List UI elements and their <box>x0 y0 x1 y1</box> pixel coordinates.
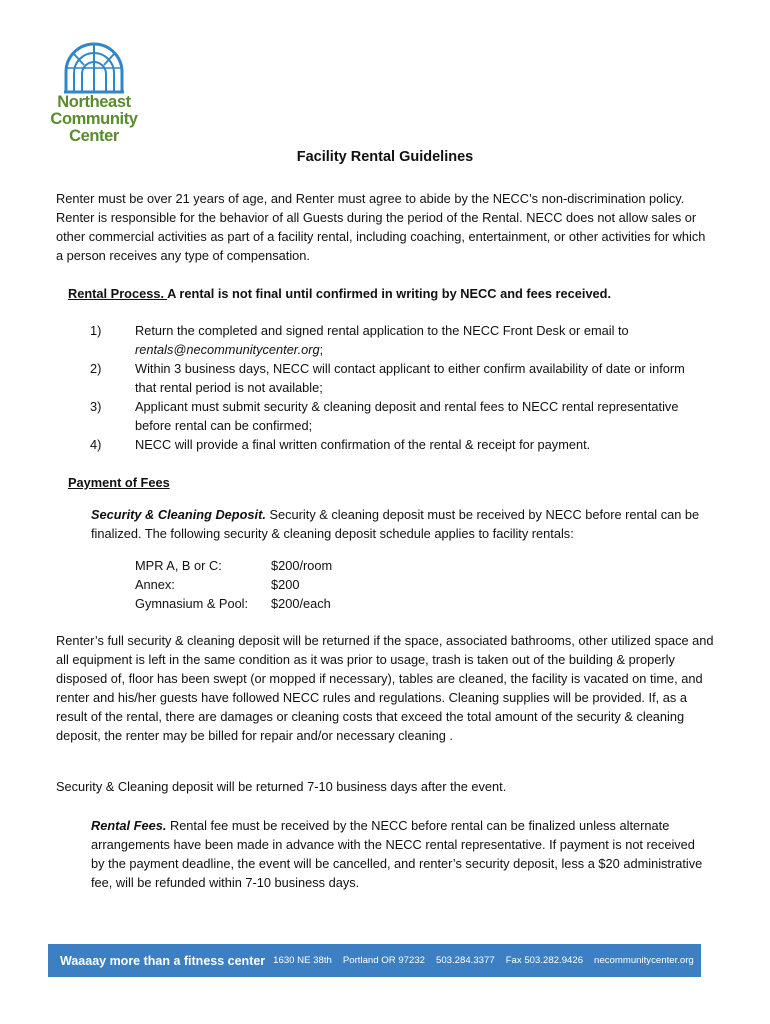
schedule-value: $200 <box>271 577 300 592</box>
schedule-value: $200/each <box>271 596 331 611</box>
logo <box>44 42 144 150</box>
footer-address: 1630 NE 38th <box>273 955 332 966</box>
schedule-value: $200/room <box>271 558 333 573</box>
step-number: 3) <box>90 399 102 414</box>
schedule-label: MPR A, B or C: <box>135 558 222 573</box>
logo-line-3: Center <box>69 127 119 145</box>
step-text: Applicant must submit security & cleaning deposit and rental fees to NECC rental representative before rental can be confirmed; <box>135 399 679 433</box>
intro-paragraph: Renter must be over 21 years of age, and Renter must agree to abide by the NECC’s non-discrimination policy. Renter is responsible for the behavior of all Guests during the period of the Rental. NECC does not allow sales or other commercial activities as part of a facility rental, including coaching, entertainment, or other activities for which a person receives any type of compensation. <box>56 191 706 263</box>
step-number: 2) <box>90 361 102 376</box>
list-item <box>90 435 700 454</box>
rental-fees-title: Rental Fees. <box>91 818 167 833</box>
step-number: 1) <box>90 323 102 338</box>
return-time-paragraph: Security & Cleaning deposit will be returned 7-10 business days after the event. <box>56 779 507 794</box>
footer-fax: Fax 503.282.9426 <box>505 955 584 966</box>
step-number: 4) <box>90 437 102 452</box>
list-item <box>90 359 700 397</box>
footer-phone: 503.284.3377 <box>436 955 495 966</box>
rental-fees-text: Rental fee must be received by the NECC before rental can be finalized unless alternate arrangements have been made in advance with the NECC rental representative. If payment is not received by the payment deadline, the event will be cancelled, and renter’s security deposit, less a $20 administrative fee, will be refunded within 7-10 business days. <box>91 818 703 890</box>
list-item <box>90 397 700 435</box>
rental-process-text: A rental is not final until confirmed in writing by NECC and fees received. <box>167 286 612 301</box>
rental-steps-list <box>90 321 700 454</box>
schedule-label: Gymnasium & Pool: <box>135 596 249 611</box>
security-deposit-title: Security & Cleaning Deposit. <box>91 507 266 522</box>
footer-bar <box>48 944 701 977</box>
footer-tagline: Waaaay more than a fitness center <box>60 953 266 968</box>
table-row <box>135 575 332 594</box>
footer-city: Portland OR 97232 <box>342 955 425 966</box>
security-deposit-paragraph <box>91 505 711 543</box>
list-item <box>90 321 700 359</box>
logo-line-1: Northeast <box>57 93 131 111</box>
step-text: Within 3 business days, NECC will contact applicant to either confirm availability of date or inform that rental period is not available; <box>135 361 685 395</box>
security-deposit-text: Security & cleaning deposit must be received by NECC before rental can be finalized. The following security & cleaning deposit schedule applies to facility rentals: <box>91 507 700 541</box>
schedule-label: Annex: <box>135 577 175 592</box>
step-text: NECC will provide a final written confirmation of the rental & receipt for payment. <box>135 437 591 452</box>
arch-window-icon <box>62 42 126 94</box>
table-row <box>135 556 332 575</box>
logo-line-2: Community <box>50 110 138 128</box>
step-end: ; <box>319 342 324 357</box>
table-row <box>135 594 332 613</box>
page-title: Facility Rental Guidelines <box>296 149 474 165</box>
deposit-schedule <box>135 556 332 613</box>
rental-fees-paragraph <box>91 816 711 892</box>
payment-heading: Payment of Fees <box>68 475 170 490</box>
email-link[interactable]: rentals@necommunitycenter.org <box>135 342 320 357</box>
full-return-paragraph: Renter’s full security & cleaning deposit will be returned if the space, associated bathrooms, other utilized space and all equipment is left in the same condition as it was prior to usage, trash is taken out of the building & properly disposed of, floor has been swept (or mopped if necessary), tables are cleaned, the facility is vacated on time, and renter and his/her guests have followed NECC rules and regulations. Cleaning supplies will be provided. If, as a result of the rental, there are damages or cleaning costs that exceed the total amount of the security & cleaning deposit, the renter may be billed for repair and/or necessary cleaning . <box>56 633 714 743</box>
step-text: Return the completed and signed rental application to the NECC Front Desk or email to <box>135 323 629 338</box>
footer-website[interactable]: necommunitycenter.org <box>594 955 694 966</box>
rental-process-heading: Rental Process. <box>68 286 168 301</box>
rental-process-line <box>68 284 708 303</box>
